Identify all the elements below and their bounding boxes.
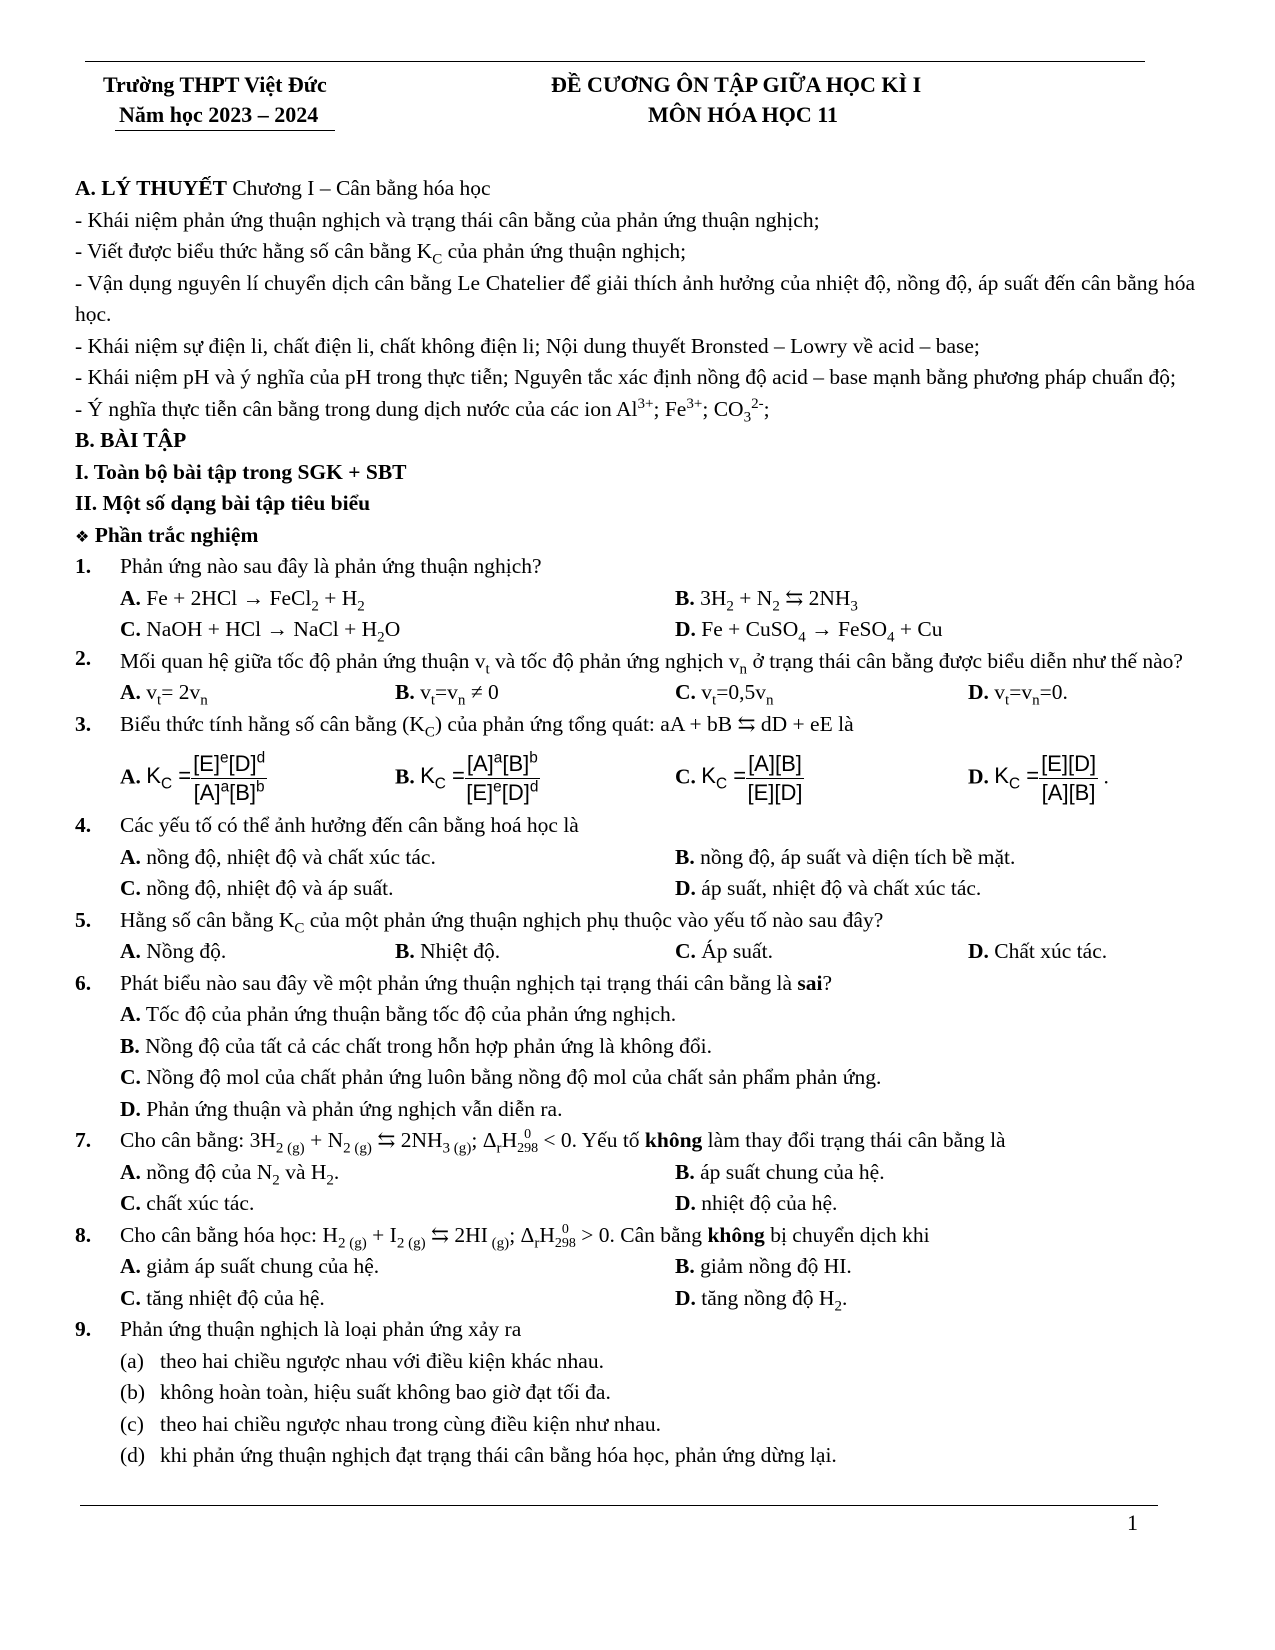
question-2-options-row [75, 677, 1195, 709]
option-d: D. tăng nồng độ $H_2$. [675, 1285, 848, 1314]
page-number: 1 [1127, 1510, 1138, 1535]
exercises-part-1: I. Toàn bộ bài tập trong SGK + SBT [75, 459, 407, 484]
option-b: B. Nồng độ của tất cả các chất trong hỗn hợp phản ứng là không đổi. [120, 1033, 713, 1058]
option-c: C. tăng nhiệt độ của hệ. [120, 1285, 325, 1310]
theory-item: - Khái niệm phản ứng thuận nghịch và trạng thái cân bằng của phản ứng thuận nghịch; [75, 207, 820, 232]
option-c: C. NaOH + HCl → NaCl + $H_2O$ [120, 617, 401, 646]
theory-item: - Khái niệm sự điện li, chất điện li, chất không điện li; Nội dung thuyết Bronsted – Lowry về acid – base; [75, 333, 980, 358]
option-b: B. nồng độ, áp suất và diện tích bề mặt. [675, 844, 1016, 869]
school-year: Năm học 2023 – 2024 [119, 102, 319, 127]
question-1: 1. Phản ứng nào sau đây là phản ứng thuận nghịch? [75, 554, 542, 578]
question-2: 2. Mối quan hệ giữa tốc độ phản ứng thuận $v_t$ và tốc độ phản ứng nghịch $v_n$ ở trạng thái cân bằng được biểu diễn như thế nào? [75, 645, 1183, 677]
question-8-options-row [75, 1251, 1195, 1283]
option-c: C. $v_t=0,5v_n$ [675, 680, 774, 709]
question-8: 8. Cho cân bằng hóa học: $H_{2 (g)} + I_{2 (g)}$ ⇆ 2HI $_{(g)}$; $\Delta_rH$ 0 298 > 0. Cân bằng không bị chuyển dịch khi [75, 1221, 930, 1251]
option-c: C. Nồng độ mol của chất phản ứng luôn bằng nồng độ mol của chất sản phẩm phản ứng. [120, 1065, 882, 1089]
subject-title: MÔN HÓA HỌC 11 [648, 102, 839, 127]
option-d: D. Fe + CuSO$_4$ → FeSO$_4$ + Cu [675, 617, 943, 646]
question-7: 7. Cho cân bằng: $3H_{2 (g)} + N_{2 (g)}$ ⇆ $2NH_{3 (g)}$; $\Delta_rH$ 0 298 < 0. Yếu tố không làm thay đổi trạng thái cân bằng là [75, 1127, 1006, 1157]
option-a: A. nồng độ của $N_2$ và $H_2$. [120, 1159, 340, 1188]
question-5-options-row [75, 936, 1195, 968]
statement-a: (a) theo hai chiều ngược nhau với điều kiện khác nhau. [120, 1348, 604, 1373]
option-a: A. Fe + 2HCl → FeCl$_2$ + $H_2$ [120, 585, 365, 614]
option-b: B. Nhiệt độ. [395, 939, 501, 963]
bottom-rule [80, 1505, 1158, 1506]
question-3-options-row [75, 740, 1195, 810]
option-d: D. $v_t=v_n=0$. [968, 680, 1068, 709]
option-b: B. $v_t=v_n \ne 0$ [395, 680, 499, 709]
year-underline [115, 130, 335, 131]
theory-item: - Ý nghĩa thực tiễn cân bằng trong dung dịch nước của các ion $Al^{3+}$; $Fe^{3+}$; $CO_3^{2-}$; [75, 395, 770, 425]
option-c: C. chất xúc tác. [120, 1191, 255, 1215]
option-b: B. áp suất chung của hệ. [675, 1159, 885, 1184]
diamond-bullet-icon: ❖ [75, 526, 90, 546]
option-a: A. $K_C$ = $\frac{[E]^e[D]^d}{[A]^a[B]^b}$ [120, 749, 266, 805]
question-1-options-row [75, 583, 1195, 615]
question-4: 4. Các yếu tố có thể ảnh hưởng đến cân bằng hoá học là [75, 813, 579, 837]
theory-chapter: Chương I – Cân bằng hóa học [226, 176, 491, 200]
school-name: Trường THPT Việt Đức [103, 72, 327, 97]
option-a: A. giảm áp suất chung của hệ. [120, 1254, 380, 1278]
statement-d: (d) khi phản ứng thuận nghịch đạt trạng thái cân bằng hóa học, phản ứng dừng lại. [120, 1443, 837, 1467]
option-d: D. Chất xúc tác. [968, 939, 1108, 963]
document-title: ĐỀ CƯƠNG ÔN TẬP GIỮA HỌC KÌ I [551, 72, 922, 97]
option-a: A. nồng độ, nhiệt độ và chất xúc tác. [120, 844, 436, 869]
option-b: B. $K_C$ = $\frac{[A]^a[B]^b}{[E]^e[D]^d}$ [395, 749, 539, 805]
theory-item: - Viết được biểu thức hằng số cân bằng $K_C$ của phản ứng thuận nghịch; [75, 239, 687, 268]
question-4-options-row [75, 873, 1195, 905]
question-7-options-row [75, 1188, 1195, 1220]
mcq-heading: Phần trắc nghiệm [94, 522, 259, 547]
document-body [75, 173, 1195, 1472]
option-d: D. nhiệt độ của hệ. [675, 1191, 838, 1215]
question-9: 9. Phản ứng thuận nghịch là loại phản ứng xảy ra [75, 1317, 522, 1341]
theory-item: - Khái niệm pH và ý nghĩa của pH trong thực tiễn; Nguyên tắc xác định nồng độ acid – base mạnh bằng phương pháp chuẩn độ; [75, 365, 1177, 389]
question-1-options-row [75, 614, 1195, 646]
question-6: 6. Phát biểu nào sau đây về một phản ứng thuận nghịch tại trạng thái cân bằng là sai? [75, 970, 833, 995]
option-d: D. $K_C$ = $\frac{[E][D]}{[A][B]}$ . [968, 751, 1109, 805]
question-3: 3. Biểu thức tính hằng số cân bằng $(K_C)$ của phản ứng tổng quát: aA + bB ⇆ dD + eE là [75, 711, 854, 740]
theory-heading: A. LÝ THUYẾT [75, 176, 227, 200]
question-7-options-row [75, 1157, 1195, 1189]
option-b: B. $3H_2 + N_2$ ⇆ $2NH_3$ [675, 585, 858, 614]
exercises-part-2: II. Một số dạng bài tập tiêu biểu [75, 491, 371, 515]
option-c: C. $K_C$ = $\frac{[A][B]}{[E][D]}$ [675, 751, 803, 805]
question-4-options-row [75, 842, 1195, 874]
option-d: D. Phản ứng thuận và phản ứng nghịch vẫn diễn ra. [120, 1096, 563, 1121]
option-a: A. $v_t= 2v_n$ [120, 680, 208, 709]
question-5: 5. Hằng số cân bằng $K_C$ của một phản ứng thuận nghịch phụ thuộc vào yếu tố nào sau đây? [75, 907, 884, 936]
option-c: C. Áp suất. [675, 939, 773, 963]
theory-heading-line [75, 173, 1195, 205]
option-b: B. giảm nồng độ HI. [675, 1254, 852, 1278]
top-rule [85, 61, 1145, 62]
option-c: C. nồng độ, nhiệt độ và áp suất. [120, 876, 394, 900]
option-d: D. áp suất, nhiệt độ và chất xúc tác. [675, 876, 982, 900]
exercises-heading: B. BÀI TẬP [75, 428, 187, 452]
theory-item: - Vận dụng nguyên lí chuyển dịch cân bằng Le Chatelier để giải thích ảnh hưởng của nhiệt độ, nồng độ, áp suất đến cân bằng hóa học. [75, 270, 1195, 326]
option-a: A. Nồng độ. [120, 939, 227, 963]
option-a: A. Tốc độ của phản ứng thuận bằng tốc độ của phản ứng nghịch. [120, 1002, 677, 1026]
statement-b: (b) không hoàn toàn, hiệu suất không bao giờ đạt tối đa. [120, 1380, 611, 1404]
mcq-heading-line [75, 520, 1195, 552]
statement-c: (c) theo hai chiều ngược nhau trong cùng điều kiện như nhau. [120, 1411, 661, 1436]
question-8-options-row [75, 1283, 1195, 1315]
